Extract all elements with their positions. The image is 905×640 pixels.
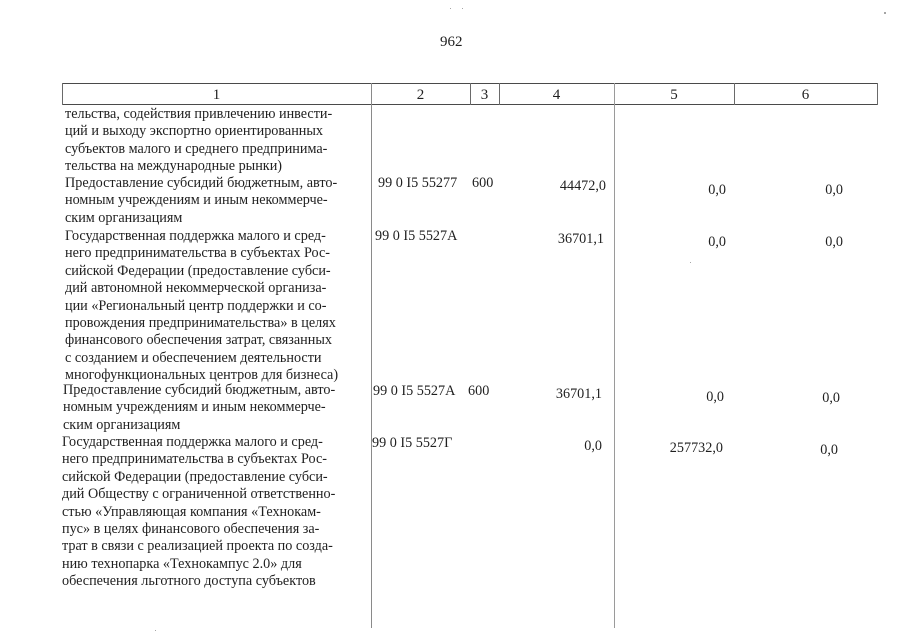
- desc-line: номным учреждениям и иным некоммерче-: [63, 399, 326, 416]
- row-2-code: 99 0 I5 5527А: [375, 228, 458, 244]
- row-3-type: 600: [468, 383, 490, 399]
- row-3-col6: 0,0: [822, 390, 840, 406]
- row-1-col5: 0,0: [708, 182, 726, 198]
- desc-line: ции «Региональный центр поддержки и со-: [65, 297, 327, 314]
- desc-line: с созданием и обеспечением деятельности: [65, 349, 322, 366]
- header-col-3: 3: [480, 87, 489, 103]
- row-4-code: 99 0 I5 5527Г: [372, 435, 453, 451]
- col-separator-1-2: [371, 83, 372, 628]
- desc-line: нию технопарка «Технокампус 2.0» для: [62, 555, 302, 572]
- desc-line: Государственная поддержка малого и сред-: [62, 434, 323, 450]
- row-2-col5: 0,0: [708, 234, 726, 250]
- header-col-1: 1: [212, 87, 221, 103]
- scan-speck: [884, 12, 886, 14]
- desc-line: Предоставление субсидий бюджетным, авто-: [65, 175, 338, 191]
- desc-line: провождения предпринимательства» в целях: [65, 315, 336, 332]
- page-number: 962: [440, 34, 463, 50]
- desc-line: трат в связи с реализацией проекта по созда-: [62, 538, 333, 555]
- row-0-description: [65, 106, 365, 176]
- desc-line: сийской Федерации (предоставление субси-: [62, 468, 328, 485]
- desc-line: субъектов малого и среднего предпринима-: [65, 140, 328, 157]
- desc-line: номным учреждениям и иным некоммерче-: [65, 192, 328, 209]
- scan-speck: [450, 8, 451, 9]
- header-col-5: 5: [670, 87, 678, 103]
- row-1-code: 99 0 I5 55277: [378, 175, 458, 191]
- desc-line: сийской Федерации (предоставление субси-: [65, 262, 331, 279]
- desc-line: финансового обеспечения затрат, связанных: [65, 332, 332, 349]
- desc-line: обеспечения льготного доступа субъектов: [62, 573, 316, 590]
- desc-line: пус» в целях финансового обеспечения за-: [62, 521, 320, 538]
- row-3-code: 99 0 I5 5527А: [373, 383, 456, 399]
- desc-line: него предпринимательства в субъектах Рос-: [62, 451, 327, 468]
- row-2-col6: 0,0: [825, 234, 843, 250]
- desc-line: тельства, содействия привлечению инвести-: [65, 106, 333, 122]
- desc-line: стью «Управляющая компания «Технокам-: [62, 503, 321, 520]
- col-separator-4-5: [614, 83, 615, 628]
- desc-line: ций и выходу экспортно ориентированных: [65, 123, 324, 140]
- desc-line: ским организациям: [65, 209, 183, 226]
- scan-speck: [690, 262, 691, 263]
- desc-line: Государственная поддержка малого и сред-: [65, 228, 326, 244]
- row-3-col5: 0,0: [706, 389, 724, 405]
- row-1-type: 600: [472, 175, 494, 191]
- scan-speck: [155, 630, 156, 631]
- header-col-4: 4: [552, 87, 561, 103]
- header-col-6: 6: [801, 87, 810, 103]
- scan-speck: [462, 8, 463, 9]
- row-3-description: [63, 382, 365, 434]
- row-2-description: [65, 228, 365, 385]
- row-4-description: [62, 434, 365, 591]
- header-right-border: [877, 83, 878, 105]
- desc-line: него предпринимательства в субъектах Рос-: [65, 245, 330, 262]
- row-1-description: [65, 175, 365, 227]
- row-1-col6: 0,0: [825, 182, 843, 198]
- row-3-col4: 36701,1: [555, 386, 602, 402]
- desc-line: многофункциональных центров для бизнеса): [65, 367, 339, 384]
- row-1-col4: 44472,0: [559, 178, 606, 194]
- header-col-2: 2: [416, 87, 425, 103]
- desc-line: дий Обществу с ограниченной ответственно-: [62, 486, 336, 503]
- desc-line: дий автономной некоммерческой организа-: [65, 280, 327, 297]
- desc-line: тельства на международные рынки): [65, 158, 283, 175]
- desc-line: Предоставление субсидий бюджетным, авто-: [63, 382, 336, 398]
- desc-line: ским организациям: [63, 416, 181, 433]
- row-4-col4: 0,0: [584, 438, 602, 454]
- row-4-col5: 257732,0: [669, 440, 723, 456]
- row-2-col4: 36701,1: [557, 231, 604, 247]
- row-4-col6: 0,0: [820, 442, 838, 458]
